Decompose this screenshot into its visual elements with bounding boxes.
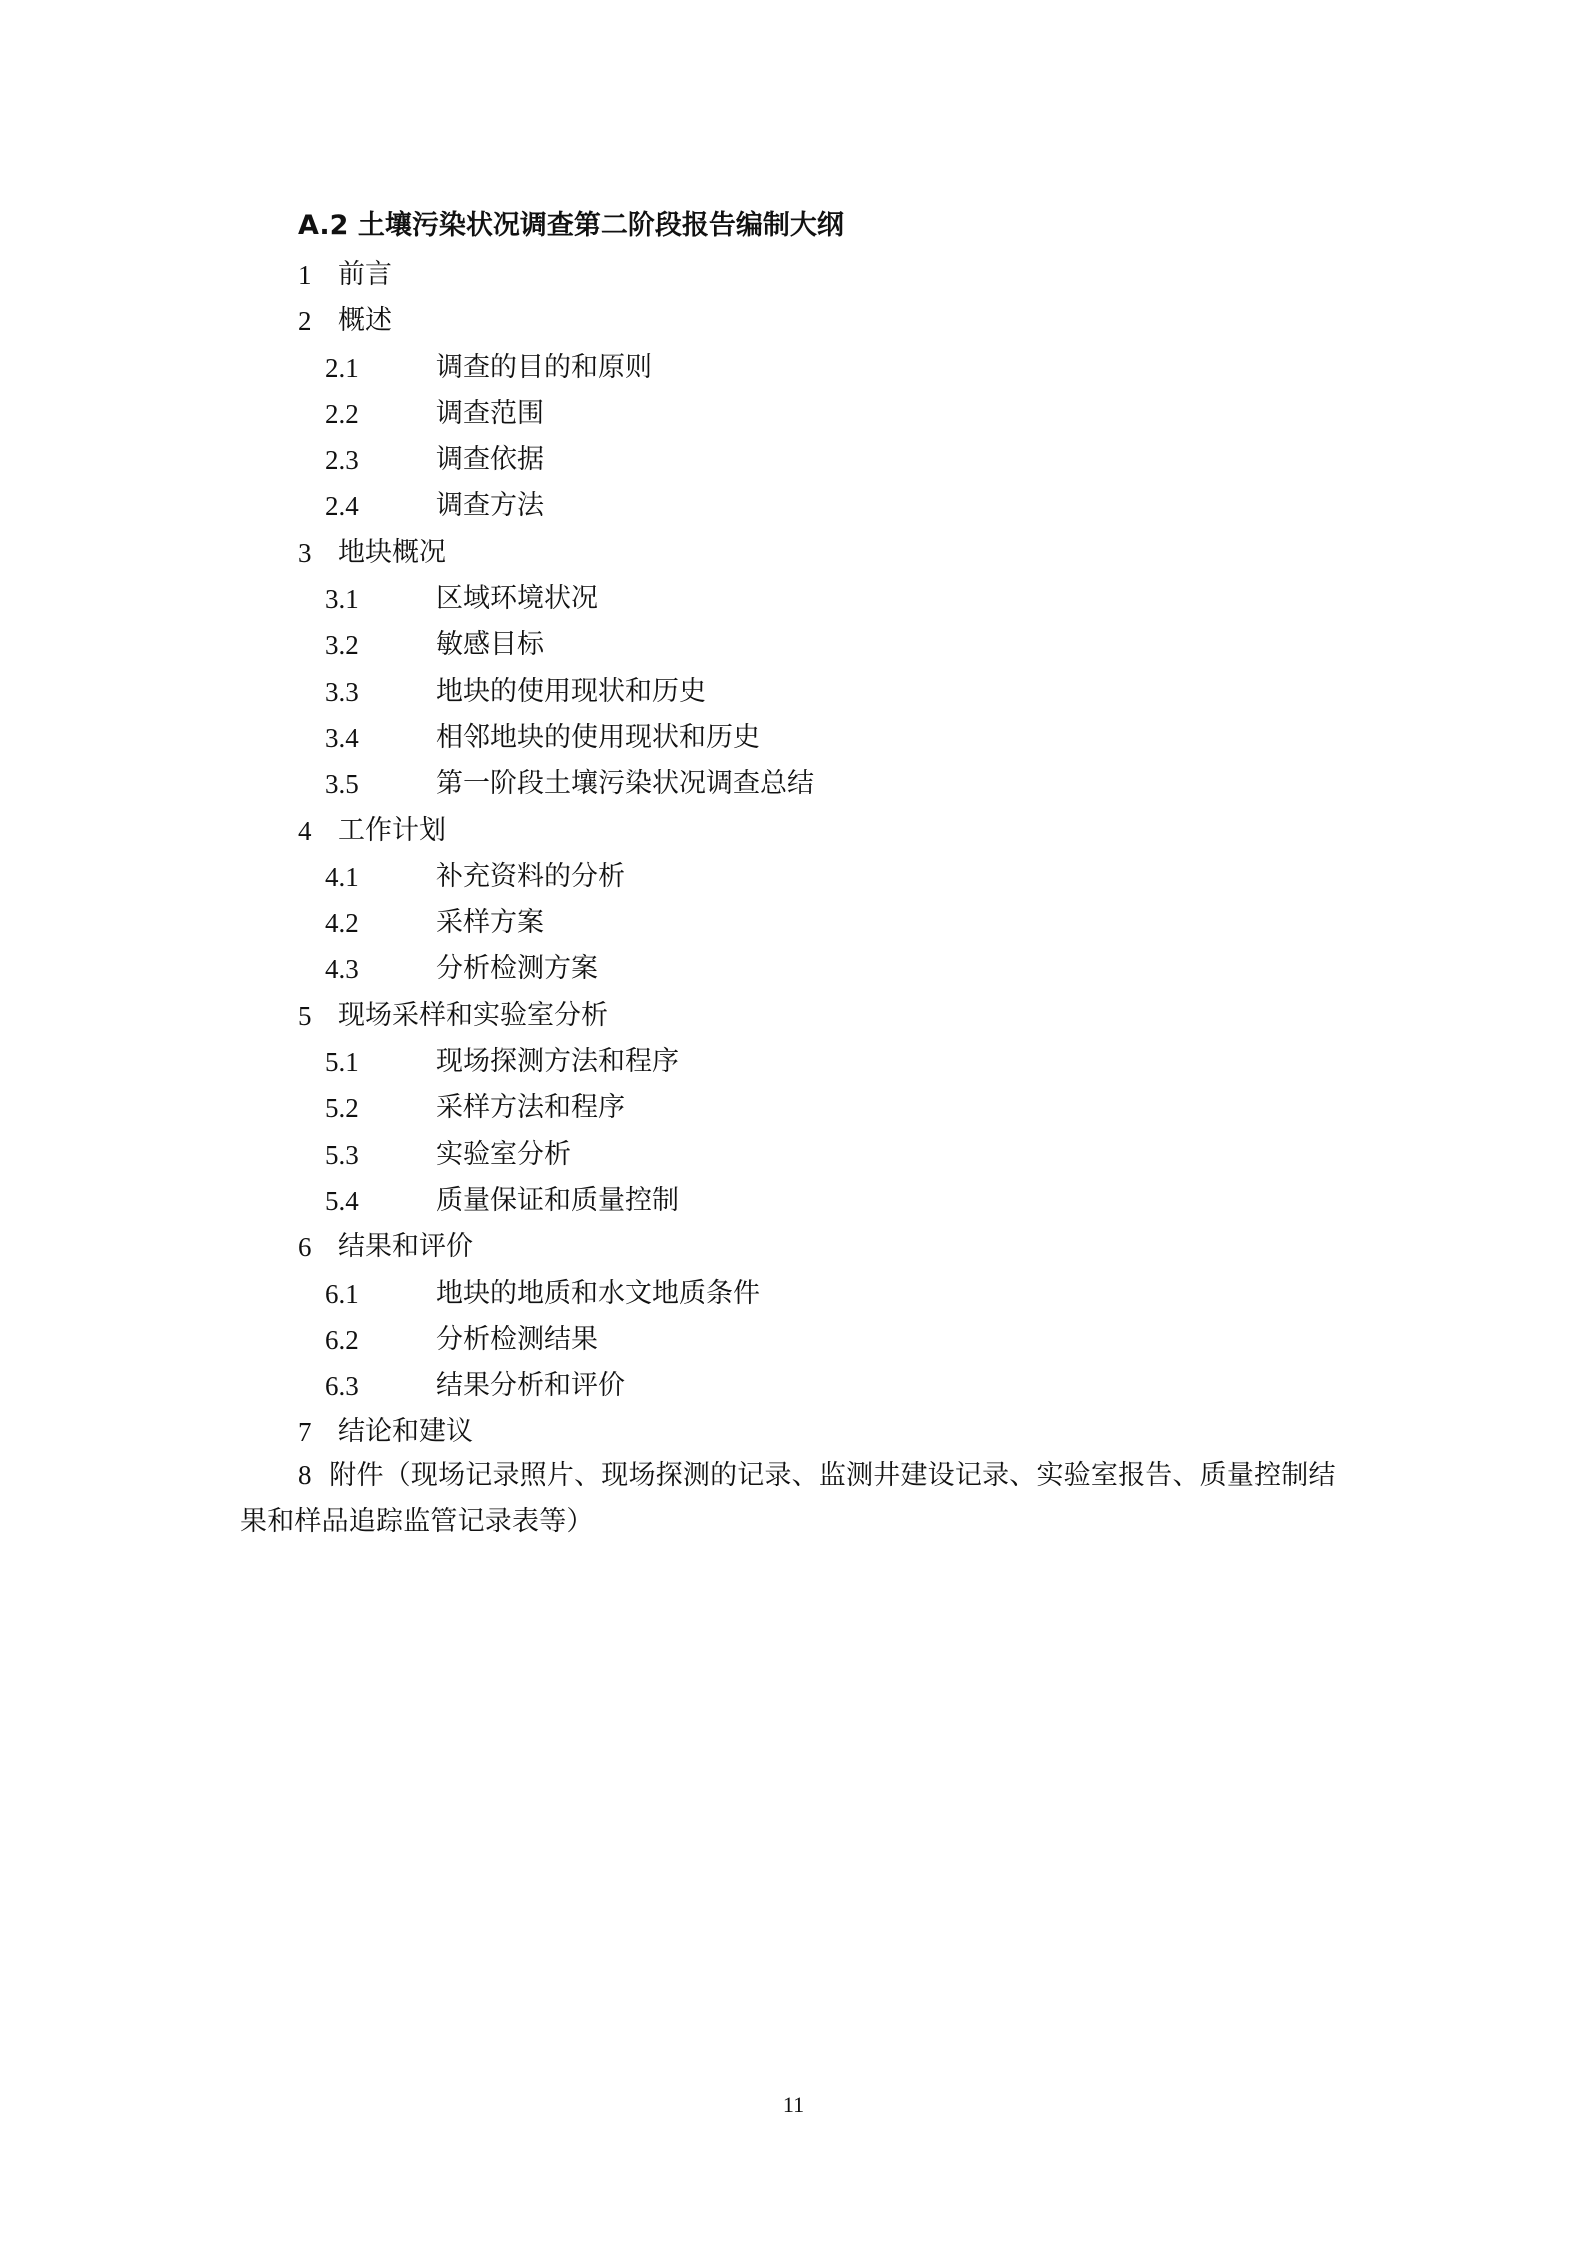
appendix-item: [240, 1452, 1360, 1546]
outline-title: 分析检测方案: [436, 953, 598, 985]
outline-number: 7: [298, 1417, 312, 1448]
outline-number: 5.2: [325, 1093, 359, 1124]
outline-number: 3: [298, 537, 312, 568]
outline-section: [0, 946, 1587, 992]
outline-chapter: [0, 530, 1587, 576]
outline-chapter: [0, 993, 1587, 1039]
outline-title: 工作计划: [338, 814, 446, 846]
outline-section: [0, 1085, 1587, 1131]
outline-section: [0, 900, 1587, 946]
outline-title: 相邻地块的使用现状和历史: [436, 721, 760, 753]
outline-section: [0, 622, 1587, 668]
outline-title: 现场采样和实验室分析: [338, 999, 608, 1031]
outline-section: [0, 715, 1587, 761]
outline-number: 2.3: [325, 445, 359, 476]
outline-section: [0, 483, 1587, 529]
section-heading: A.2 土壤污染状况调查第二阶段报告编制大纲: [298, 210, 844, 241]
outline-section: [0, 669, 1587, 715]
outline-section: [0, 1178, 1587, 1224]
outline-number: 2.4: [325, 491, 359, 522]
outline-number: 3.5: [325, 769, 359, 800]
outline-title: 调查方法: [436, 490, 544, 522]
outline-title: 区域环境状况: [436, 583, 598, 615]
outline-number: 5: [298, 1000, 312, 1031]
outline-section: [0, 1132, 1587, 1178]
outline-section: [0, 854, 1587, 900]
outline-title: 调查的目的和原则: [436, 351, 652, 383]
outline-title: 地块概况: [338, 536, 446, 568]
outline-number: 6.2: [325, 1324, 359, 1355]
outline-title: 地块的使用现状和历史: [436, 675, 706, 707]
outline-number: 2.1: [325, 352, 359, 383]
outline-title: 结论和建议: [338, 1416, 473, 1448]
outline-chapter: [0, 298, 1587, 344]
outline-number: 4.3: [325, 954, 359, 985]
outline-section: [0, 1039, 1587, 1085]
outline-number: 6.1: [325, 1278, 359, 1309]
outline-number: 1: [298, 260, 312, 290]
outline-title: 前言: [338, 259, 392, 290]
outline-number: 2.2: [325, 398, 359, 429]
outline-section: [0, 1271, 1587, 1317]
outline-title: 概述: [338, 305, 392, 337]
outline-title: 第一阶段土壤污染状况调查总结: [436, 768, 814, 800]
outline-chapter: [0, 1409, 1587, 1455]
outline-title: 结果和评价: [338, 1231, 473, 1263]
outline-title: 实验室分析: [436, 1138, 571, 1170]
page-number: 11: [782, 2092, 805, 2117]
outline-title: 敏感目标: [436, 629, 544, 661]
appendix-text: 附件（现场记录照片、现场探测的记录、监测井建设记录、实验室报告、质量控制结果和样品追踪监管记录表等）: [240, 1460, 1336, 1538]
outline-section: [0, 1363, 1587, 1409]
outline-number: 2: [298, 306, 312, 337]
outline-section: [0, 761, 1587, 807]
outline-title: 调查范围: [436, 397, 544, 429]
outline-number: 3.1: [325, 584, 359, 615]
outline-section: [0, 345, 1587, 391]
outline-number: 5.4: [325, 1185, 359, 1216]
outline-section: [0, 576, 1587, 622]
outline-chapter: [0, 808, 1587, 854]
outline-title: 分析检测结果: [436, 1323, 598, 1355]
outline-section: [0, 1317, 1587, 1363]
appendix-number: 8: [298, 1460, 312, 1490]
outline-title: 调查依据: [436, 444, 544, 476]
outline-number: 3.4: [325, 722, 359, 753]
outline-number: 6.3: [325, 1371, 359, 1402]
outline-title: 采样方法和程序: [436, 1092, 625, 1124]
outline-number: 6: [298, 1232, 312, 1263]
outline-section: [0, 391, 1587, 437]
outline-number: 3.2: [325, 630, 359, 661]
outline-title: 现场探测方法和程序: [436, 1046, 679, 1078]
outline-title: 结果分析和评价: [436, 1370, 625, 1402]
outline-title: 质量保证和质量控制: [436, 1184, 679, 1216]
outline-section: [0, 437, 1587, 483]
outline-list: [0, 252, 1587, 1456]
outline-title: 采样方案: [436, 907, 544, 939]
outline-number: 4: [298, 815, 312, 846]
outline-number: 5.1: [325, 1047, 359, 1078]
outline-title: 地块的地质和水文地质条件: [436, 1277, 760, 1309]
outline-number: 4.2: [325, 908, 359, 939]
outline-number: 3.3: [325, 676, 359, 707]
outline-number: 4.1: [325, 861, 359, 892]
outline-chapter: [0, 252, 1587, 298]
outline-number: 5.3: [325, 1139, 359, 1170]
outline-title: 补充资料的分析: [436, 860, 625, 892]
outline-chapter: [0, 1224, 1587, 1270]
